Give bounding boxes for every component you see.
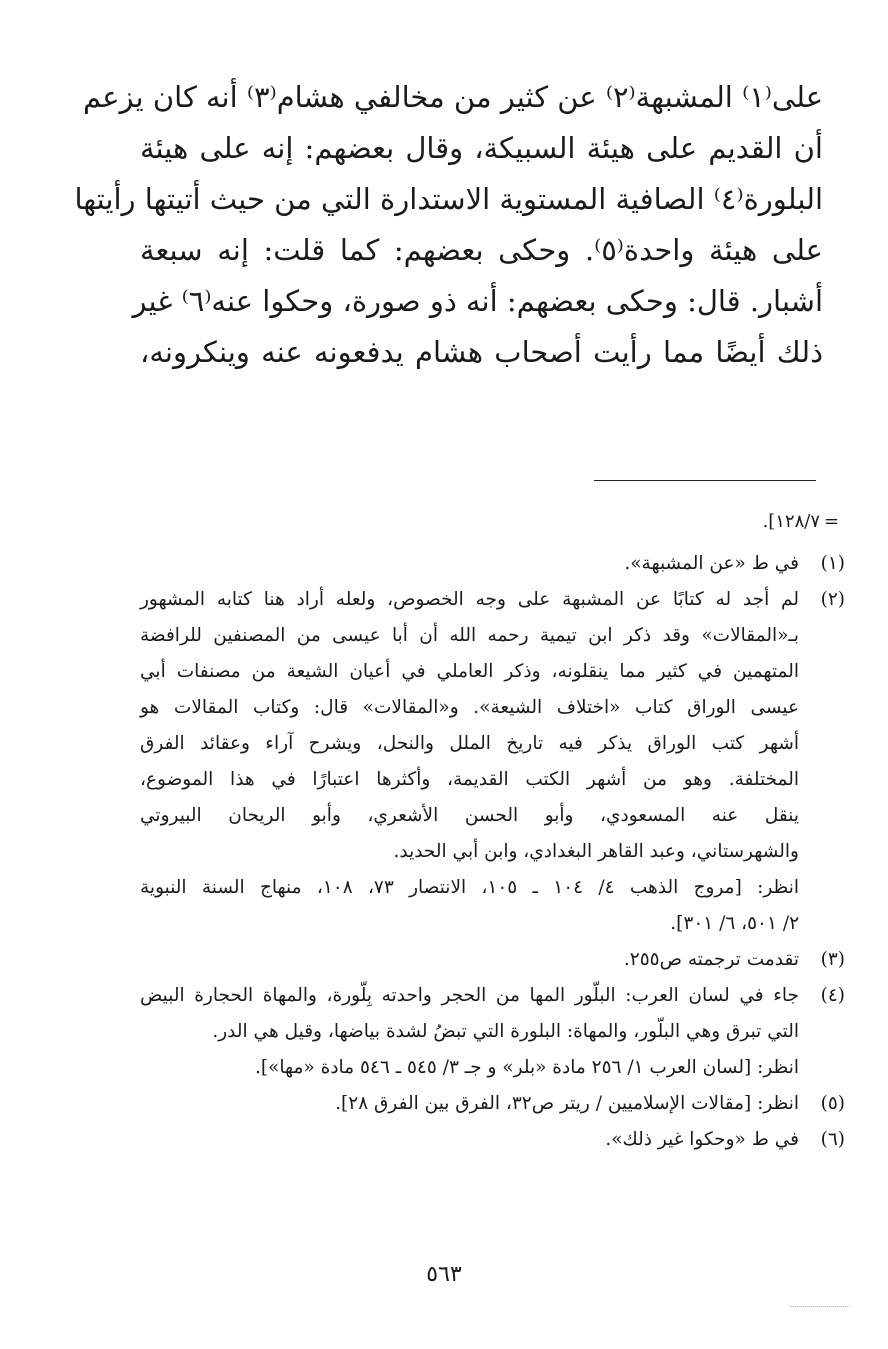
footnote-number: (٤) [820, 985, 845, 1006]
footnote-1 [140, 546, 845, 582]
footnote-number: (٢) [820, 589, 845, 610]
footnote-3 [140, 942, 845, 978]
footnote-line: تقدمت ترجمته ص٢٥٥. [623, 949, 799, 970]
footnote-2 [140, 582, 845, 942]
footnote-number: (٦) [820, 1129, 845, 1150]
footnote-line: المتهمين في كثير مما ينقلونه، وذكر العاملي في أعيان الشيعة من مصنفات أبي [140, 661, 799, 682]
footnote-number: (١) [820, 553, 845, 574]
scan-artifact [790, 1306, 850, 1307]
footnote-6 [140, 1122, 845, 1158]
footnote-number: (٣) [820, 949, 845, 970]
footnote-4 [140, 978, 845, 1086]
footnote-line: والشهرستاني، وعبد القاهر البغدادي، وابن أبي الحديد. [393, 841, 799, 862]
footnote-line: لم أجد له كتابًا عن المشبهة على وجه الخصوص، ولعله أراد هنا كتابه المشهور [140, 589, 799, 610]
footnotes [140, 546, 845, 1158]
footnote-line: المختلفة. وهو من أشهر الكتب القديمة، وأكثرها اعتبارًا في هذا الموضوع، [140, 769, 799, 790]
main-text-line: البلورة⁽٤⁾ الصافية المستوية الاستدارة التي من حيث أتيتها رأيتها [74, 182, 823, 216]
footnote-continuation: ١٢٨/٧]. [762, 511, 820, 532]
footnote-line: في ط «وحكوا غير ذلك». [605, 1129, 799, 1150]
main-text-line: ذلك أيضًا مما رأيت أصحاب هشام يدفعونه عنه وينكرونه، [140, 335, 823, 369]
main-text-line: أشبار. قال: وحكى بعضهم: أنه ذو صورة، وحكوا عنه⁽٦⁾ غير [132, 284, 823, 318]
footnote-line: التي تبرق وهي البلّور، والمهاة: البلورة التي تبضُ لشدة بياضها، وقيل هي الدر. [212, 1021, 799, 1042]
main-text-line: على⁽١⁾ المشبهة⁽٢⁾ عن كثير من مخالفي هشام⁽٣⁾ أنه كان يزعم [82, 80, 823, 114]
main-text [74, 72, 823, 378]
footnote-line: عيسى الوراق كتاب «اختلاف الشيعة». و«المقالات» قال: وكتاب المقالات هو [140, 697, 799, 718]
footnote-line: بـ«المقالات» وقد ذكر ابن تيمية رحمه الله أن أبا عيسى من المصنفين للرافضة [140, 625, 799, 646]
footnote-line: ينقل عنه المسعودي، وأبو الحسن الأشعري، وأبو الريحان البيروتي [140, 805, 799, 826]
continuation-mark: = [824, 511, 840, 532]
main-text-line: أن القديم على هيئة السبيكة، وقال بعضهم: إنه على هيئة [140, 131, 823, 165]
footnote-number: (٥) [820, 1093, 845, 1114]
footnote-line: انظر: [مقالات الإسلاميين / ريتر ص٣٢، الفرق بين الفرق ٢٨]. [335, 1093, 799, 1114]
footnote-line: جاء في لسان العرب: البلّور المها من الحجر واحدته بِلّورة، والمهاة الحجارة البيض [140, 985, 799, 1006]
footnote-5 [140, 1086, 845, 1122]
footnote-line: في ط «عن المشبهة». [624, 553, 799, 574]
main-text-line: على هيئة واحدة⁽٥⁾. وحكى بعضهم: كما قلت: إنه سبعة [140, 233, 823, 267]
footnote-separator [594, 480, 816, 481]
footnote-line: انظر: [مروج الذهب ٤/ ١٠٤ ـ ١٠٥، الانتصار ٧٣، ١٠٨، منهاج السنة النبوية [140, 877, 799, 898]
footnote-line: أشهر كتب الوراق يذكر فيه تاريخ الملل والنحل، ويشرح آراء وعقائد الفرق [140, 733, 799, 754]
footnote-line: ٢/ ٥٠١، ٦/ ٣٠١]. [670, 913, 799, 934]
footnote-line: انظر: [لسان العرب ١/ ٢٥٦ مادة «بلر» و جـ ٣/ ٥٤٥ ـ ٥٤٦ مادة «مها»]. [254, 1057, 799, 1078]
page-number: ٥٦٣ [426, 1262, 462, 1287]
